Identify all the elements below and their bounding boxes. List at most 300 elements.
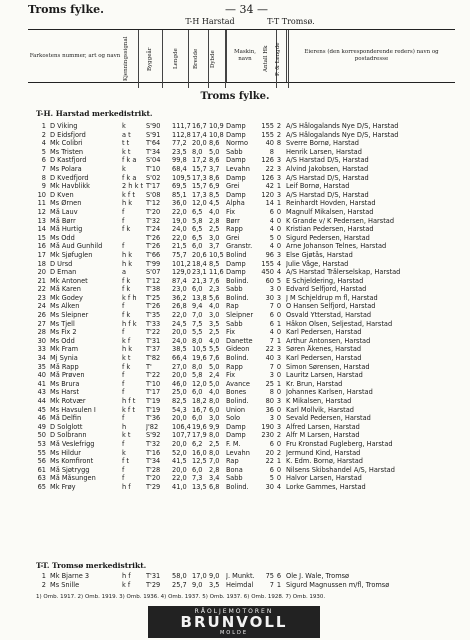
cell: 5,0 [209, 379, 220, 388]
cell: 22 [37, 285, 46, 294]
cell: 8,0 [192, 147, 203, 156]
cell: 11 [37, 199, 46, 208]
cell: 22 [265, 457, 274, 466]
subheader-tromso: T-T Tromsø. [267, 17, 315, 26]
cell: Ms Havsulen I [50, 405, 96, 414]
cell: 14 [37, 225, 46, 234]
cell: 21,5 [172, 242, 187, 251]
col-year: Byggeår [146, 30, 163, 88]
cell: 5,8 [192, 371, 203, 380]
cell: f [122, 207, 125, 216]
cell: 3 [276, 345, 282, 354]
cell: A/S Harstad D/S, Harstad [286, 173, 369, 182]
cell: Ms Tjell [50, 319, 75, 328]
cell: f k [122, 285, 131, 294]
cell: Ms Sleipner [50, 311, 89, 320]
cell: 155 [261, 130, 274, 139]
cell: T'37 [146, 345, 161, 354]
cell: Må Børr [50, 216, 76, 225]
brunvoll-logo [148, 606, 320, 638]
cell: 24,0 [172, 225, 187, 234]
cell: 44 [37, 397, 46, 405]
cell: Ms Hildur [50, 448, 81, 457]
cell: 2 [41, 580, 46, 589]
cell: Sigurd Magnussen m/fl, Tromsø [286, 580, 390, 589]
cell: 27 [37, 319, 46, 328]
cell: Fix [226, 207, 236, 216]
cell: 20 [37, 268, 46, 277]
cell: 20,0 [172, 328, 187, 337]
cell: 28 [37, 328, 46, 337]
cell: Mk Antonet [50, 276, 88, 285]
cell: 3,4 [209, 474, 220, 483]
cell: 6,0 [192, 465, 203, 474]
cell: 3 [276, 173, 282, 182]
cell: 22,0 [172, 233, 187, 242]
cell: 0 [276, 242, 282, 251]
cell: Mk Rotvær [50, 397, 86, 405]
cell: 20,0 [172, 439, 187, 448]
cell: A/S Harstad D/S, Harstad [286, 190, 369, 199]
cell: T'34 [146, 457, 161, 466]
cell: 2,5 [209, 328, 220, 337]
cell: 21 [37, 276, 46, 285]
cell: 3,5 [209, 319, 220, 328]
cell: Julie Våge, Harstad [286, 259, 349, 268]
cell: Lauritz Larsen, Harstad [286, 371, 363, 380]
cell: f [122, 242, 125, 251]
cell: Rapp [226, 362, 243, 371]
cell: Mk Godey [50, 293, 83, 302]
cell: 1 [276, 319, 282, 328]
cell: 6,0 [209, 405, 220, 414]
cell: 19,6 [192, 422, 207, 431]
cell: 0 [276, 328, 282, 337]
cell: K. Edm. Bornø, Harstad [286, 457, 363, 466]
cell: T'29 [146, 482, 161, 491]
cell: Må Rapp [50, 362, 79, 371]
cell: 12 [37, 207, 46, 216]
cell: 0 [276, 388, 282, 397]
cell: T'32 [146, 216, 161, 225]
cell: 10,9 [209, 122, 224, 130]
cell: Grei [226, 182, 240, 191]
cell: 6 [269, 465, 274, 474]
table-row [28, 191, 458, 200]
header-county: Troms fylke. [28, 3, 104, 16]
cell: Må Lauv [50, 207, 78, 216]
cell: Osvald Ytterstad, Harstad [286, 311, 372, 320]
cell: 6 [276, 572, 282, 580]
cell: 4,0 [209, 207, 220, 216]
cell: 0 [276, 216, 282, 225]
cell: 12,0 [192, 379, 207, 388]
cell: k f t [122, 405, 135, 414]
cell: 2 [276, 431, 282, 440]
cell: Damp [226, 268, 246, 277]
cell: Alpha [226, 199, 245, 208]
table-row [28, 320, 458, 329]
table-row [28, 371, 458, 380]
cell: 7 [269, 362, 274, 371]
cell: f k a [122, 173, 137, 182]
cell: Mk Fram [50, 345, 79, 354]
cell: 0 [276, 465, 282, 474]
cell: T'35 [146, 311, 161, 320]
col-callsign: Kjenningssignal [122, 30, 139, 88]
cell: D Kvedfjord [50, 173, 89, 182]
cell: Nilsens Skibshandel A/S, Harstad [286, 465, 395, 474]
cell: 4,0 [209, 302, 220, 311]
cell: Bones [226, 388, 247, 397]
cell: 13,8 [192, 293, 207, 302]
section-harstad: T-H. Harstad merkedistrikt. [36, 109, 153, 118]
cell: Else Gjøtås, Harstad [286, 250, 353, 259]
cell: D Ursd [50, 259, 73, 268]
cell: T'82 [146, 354, 161, 363]
cell: S'90 [146, 122, 161, 130]
table-row [28, 139, 458, 148]
cell: 20,6 [192, 250, 207, 259]
cell: f [122, 474, 125, 483]
cell: 3,0 [209, 414, 220, 423]
cell: 26 [37, 311, 46, 320]
cell: 3,7 [209, 242, 220, 251]
cell: T'22 [146, 371, 161, 380]
district-subheader [0, 17, 470, 26]
cell: 0 [276, 371, 282, 380]
table-row [28, 242, 458, 251]
cell: T'99 [146, 259, 161, 268]
table-row [28, 260, 458, 269]
cell: T'64 [146, 139, 161, 148]
cell: T'33 [146, 319, 161, 328]
cell: Må Veslefrigg [50, 439, 95, 448]
cell: 0 [276, 311, 282, 320]
cell: 13 [37, 216, 46, 225]
page-title: Troms fylke. [200, 91, 270, 102]
cell: 3 [276, 250, 282, 259]
cell: Ole J. Wale, Tromsø [286, 572, 350, 580]
cell: 3 [269, 414, 274, 423]
cell: Grei [226, 233, 240, 242]
cell: T'26 [146, 242, 161, 251]
cell: T'17 [146, 182, 161, 191]
section-tromso: T-T. Tromsø merkedistrikt. [36, 561, 147, 570]
cell: 2,5 [209, 439, 220, 448]
table-row [28, 217, 458, 226]
cell: Bolind. [226, 354, 249, 363]
cell: 43 [37, 388, 46, 397]
cell: 7,3 [192, 474, 203, 483]
cell: 5,0 [209, 362, 220, 371]
cell: 10,8 [209, 130, 224, 139]
cell: 7,6 [209, 354, 220, 363]
cell: Søren Åkenes, Harstad [286, 345, 362, 354]
cell: Bona [226, 465, 243, 474]
cell: 34 [37, 354, 46, 363]
page-number: — 34 — [225, 3, 268, 16]
table-row [28, 581, 458, 590]
cell: 35 [37, 362, 46, 371]
cell: 19,6 [192, 354, 207, 363]
cell: 4 [41, 139, 46, 148]
cell: A/S Harstad Trålerselskap, Harstad [286, 268, 401, 277]
cell: 17,2 [192, 156, 207, 165]
cell: Børr [226, 216, 240, 225]
cell: 6,2 [192, 439, 203, 448]
cell: 3 [276, 293, 282, 302]
cell: T'28 [146, 465, 161, 474]
cell: 40 [265, 354, 274, 363]
cell: T'25 [146, 293, 161, 302]
cell: k f [122, 580, 131, 589]
cell: 23,0 [172, 285, 187, 294]
table-row [28, 388, 458, 397]
cell: 82,5 [172, 397, 187, 405]
cell: D Ernan [50, 268, 77, 277]
cell: Alfred Larsen, Harstad [286, 422, 360, 431]
cell: 4 [269, 328, 274, 337]
cell: S'04 [146, 156, 161, 165]
table-row [28, 182, 458, 191]
cell: Edvard Selfjord, Harstad [286, 285, 367, 294]
cell: 8,0 [209, 448, 220, 457]
cell: 55 [37, 448, 46, 457]
cell: E Schjeldering, Harstad [286, 276, 364, 285]
cell: 18,2 [192, 397, 207, 405]
cell: T'12 [146, 199, 161, 208]
cell: Danette [226, 336, 253, 345]
col-name: Farkostens nummer, art og navn [29, 52, 121, 59]
cell: Henrik Larsen, Harstad [286, 147, 362, 156]
cell: 46,0 [172, 379, 187, 388]
cell: f k [122, 362, 131, 371]
cell: 6 [269, 207, 274, 216]
cell: Gideon [226, 345, 250, 354]
cell: Karl Mollvik, Harstad [286, 405, 354, 414]
cell: 155 [261, 122, 274, 130]
cell: S'08 [146, 190, 161, 199]
table-row [28, 285, 458, 294]
cell: 1 [276, 457, 282, 466]
cell: T'19 [146, 397, 161, 405]
cell: 30 [265, 482, 274, 491]
cell: O Hansen Selfjord, Harstad [286, 302, 376, 311]
cell: 0 [276, 362, 282, 371]
cell: D Kastfjord [50, 156, 87, 165]
cell: f k [122, 311, 131, 320]
cell: 7,6 [209, 276, 220, 285]
cell: Karl Pedersen, Harstad [286, 328, 362, 337]
cell: 5,6 [209, 293, 220, 302]
cell: 450 [261, 268, 274, 277]
cell: 27,0 [172, 362, 187, 371]
cell: Bolind. [226, 397, 249, 405]
cell: 66,4 [172, 354, 187, 363]
footnote: 1) Omb. 1917. 2) Omb. 1919. 3) Omb. 1936. 4) Omb. 1937. 5) Omb. 1937. 6) Omb. 1928. 7) Omb. 1930. [36, 594, 326, 600]
cell: 111,7 [172, 122, 191, 130]
cell: T'31 [146, 336, 161, 345]
cell: 129,0 [172, 268, 191, 277]
cell: Sverre Bornø, Harstad [286, 139, 359, 148]
cell: k [122, 122, 126, 130]
cell: 120 [261, 190, 274, 199]
cell: k f t [122, 190, 135, 199]
cell: 4,5 [209, 199, 220, 208]
cell: f k [122, 276, 131, 285]
cell: 8,0 [209, 397, 220, 405]
cell: D Kven [50, 190, 74, 199]
cell: Arne Johanson Telnes, Harstad [286, 242, 387, 251]
cell: a t [122, 130, 131, 139]
table-row [28, 337, 458, 346]
cell: 3 [276, 190, 282, 199]
cell: 3 [276, 164, 282, 173]
cell: Ms Harst [50, 388, 79, 397]
cell: J M Schjeldrup m fl, Harstad [286, 293, 378, 302]
table-row [28, 380, 458, 389]
cell: 20,0 [172, 414, 187, 423]
cell: 25 [265, 379, 274, 388]
cell: 6,8 [209, 482, 220, 491]
cell: 4 [269, 242, 274, 251]
col-breadth: Bredde [192, 30, 209, 88]
cell: 7,0 [209, 457, 220, 466]
cell: 2,8 [209, 465, 220, 474]
cell: 6 [269, 439, 274, 448]
cell: Heimdal [226, 580, 254, 589]
cell: 155 [261, 259, 274, 268]
cell: T'26 [146, 302, 161, 311]
cell: 96 [265, 250, 274, 259]
cell: 7 [269, 336, 274, 345]
cell: J. Munkt. [226, 572, 255, 580]
cell: 24,0 [172, 336, 187, 345]
cell: h k [122, 345, 133, 354]
cell: Fix [226, 328, 236, 337]
cell: 8,6 [209, 139, 220, 148]
cell: 6 [269, 311, 274, 320]
cell: 5 [276, 276, 282, 285]
cell: 107,7 [172, 431, 191, 440]
cell: Mk Sjøfuglen [50, 250, 93, 259]
cell: 18,4 [192, 259, 207, 268]
cell: 7,0 [192, 311, 203, 320]
cell: 17,4 [192, 130, 207, 139]
cell: Bolind. [226, 482, 249, 491]
cell: 60 [265, 276, 274, 285]
cell: 8,5 [209, 190, 220, 199]
cell: 38,5 [172, 345, 187, 354]
cell: 3 [276, 156, 282, 165]
cell: 40 [265, 139, 274, 148]
cell: 2 [276, 130, 282, 139]
cell: A/S Hålogalands Nye D/S, Harstad [286, 130, 399, 139]
col-motor: Maskin, navn [226, 30, 263, 82]
cell: Simon Sørensen, Harstad [286, 362, 370, 371]
cell: f [122, 414, 125, 423]
cell: 8,0 [209, 431, 220, 440]
cell: Alfr M Larsen, Harstad [286, 431, 360, 440]
cell: 10,5 [192, 345, 207, 354]
cell: 101,2 [172, 259, 191, 268]
cell: Ms Tristen [50, 147, 84, 156]
table-row [28, 414, 458, 423]
table-row [28, 148, 458, 157]
cell: Mk Colibri [50, 139, 83, 148]
cell: 3 [276, 354, 282, 363]
cell: 23,5 [172, 147, 187, 156]
cell: 8 [269, 147, 274, 156]
cell: 49 [37, 422, 46, 431]
table-row [28, 302, 458, 311]
cell: 41 [37, 379, 46, 388]
cell: 5,5 [209, 345, 220, 354]
cell: Sigurd Pedersen, Harstad [286, 233, 370, 242]
cell: Union [226, 405, 246, 414]
page-header [0, 0, 470, 16]
cell: 75 [265, 572, 274, 580]
cell: Levahn [226, 164, 250, 173]
cell: 30 [37, 336, 46, 345]
cell: 16 [37, 242, 46, 251]
cell: S'91 [146, 130, 161, 139]
cell: a [122, 268, 127, 277]
cell: Kr. Brun, Harstad [286, 379, 343, 388]
cell: f t [122, 457, 130, 466]
cell: 21,3 [192, 276, 207, 285]
cell: Reinhardt Hovden, Harstad [286, 199, 376, 208]
cell: h f [122, 572, 131, 580]
cell: 12,0 [192, 199, 207, 208]
cell: k t [122, 147, 131, 156]
cell: Sleipner [226, 311, 254, 320]
col-crew: P. & Lengde [274, 30, 289, 88]
cell: Damp [226, 130, 246, 139]
column-header [28, 29, 455, 83]
cell: T'26 [146, 233, 161, 242]
cell: 3 [269, 285, 274, 294]
cell: 3 [276, 422, 282, 431]
cell: S'02 [146, 173, 161, 182]
cell: 20,0 [192, 139, 207, 148]
cell: 69,5 [172, 182, 187, 191]
cell: k f h [122, 293, 137, 302]
cell: F. M. [226, 439, 241, 448]
table-row [28, 165, 458, 174]
cell: 8,0 [192, 362, 203, 371]
cell: 9,0 [192, 580, 203, 589]
col-hk: Antall Hk [262, 30, 277, 88]
cell: Damp [226, 259, 246, 268]
cell: 16,0 [192, 448, 207, 457]
table-row [28, 423, 458, 432]
cell: D Viking [50, 122, 78, 130]
table-row [28, 131, 458, 140]
cell: Mk Havblikk [50, 182, 90, 191]
cell: 3,0 [209, 311, 220, 320]
cell: Bolind [226, 250, 247, 259]
cell: 23 [37, 293, 46, 302]
cell: 0 [276, 439, 282, 448]
cell: f [122, 379, 125, 388]
cell: 6,0 [192, 388, 203, 397]
cell: Avance [226, 379, 250, 388]
cell: f [122, 388, 125, 397]
cell: 20,0 [172, 371, 187, 380]
cell: Ms Polara [50, 164, 82, 173]
